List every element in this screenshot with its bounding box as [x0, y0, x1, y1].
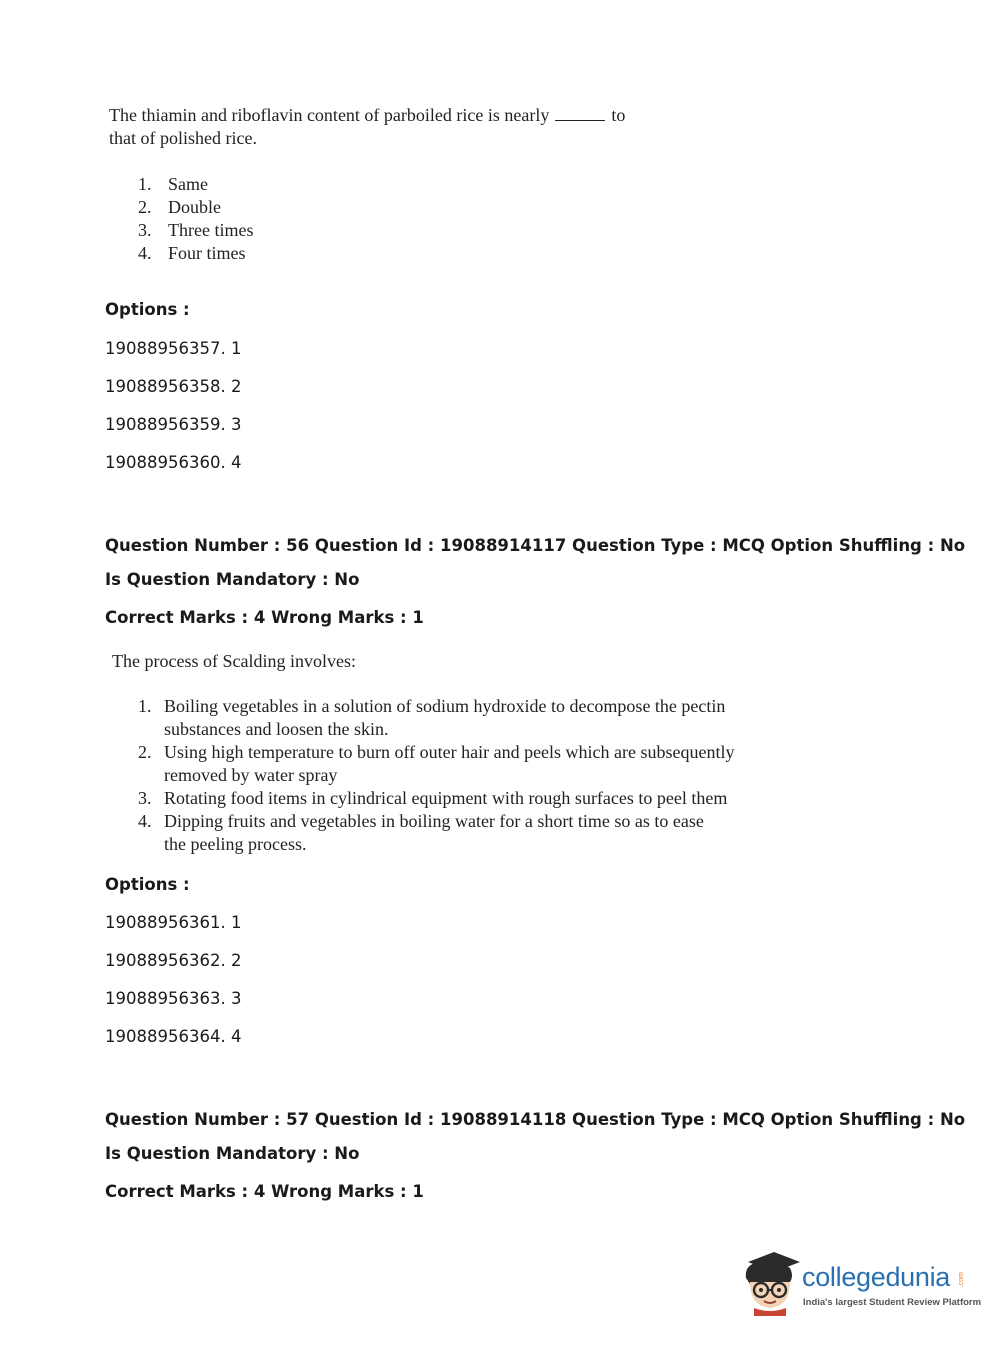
q56-choice: 3. Rotating food items in cylindrical equipment with rough surfaces to peel them: [138, 788, 728, 808]
q56-options-label: Options :: [105, 875, 190, 894]
q56-option: 19088956361. 1: [105, 913, 242, 932]
q55-option: 19088956360. 4: [105, 453, 242, 472]
q56-meta-line1: Question Number : 56 Question Id : 19088914117 Question Type : MCQ Option Shuffling : No: [105, 536, 966, 555]
q57-meta-line1: Question Number : 57 Question Id : 19088914118 Question Type : MCQ Option Shuffling : No: [105, 1110, 966, 1129]
brand-dotcom: .com: [958, 1272, 965, 1288]
q57-meta-line3: Correct Marks : 4 Wrong Marks : 1: [105, 1182, 424, 1201]
q57-meta-line2: Is Question Mandatory : No: [105, 1144, 360, 1163]
collegedunia-logo: [740, 1248, 980, 1320]
brand-name: collegedunia: [802, 1262, 951, 1292]
q56-choice: 4. Dipping fruits and vegetables in boiling water for a short time so as to ease the peeling process.: [138, 811, 704, 854]
q55-choice: 1. Same: [138, 174, 208, 194]
q56-choice: 2. Using high temperature to burn off outer hair and peels which are subsequently removed by water spray: [138, 742, 735, 785]
q56-meta-line2: Is Question Mandatory : No: [105, 570, 360, 589]
q56-choices: [138, 695, 758, 856]
q56-option: 19088956363. 3: [105, 989, 242, 1008]
q55-options-label: Options :: [105, 300, 190, 319]
q55-option: 19088956358. 2: [105, 377, 242, 396]
q55-blank: [555, 120, 605, 121]
q55-option: 19088956357. 1: [105, 339, 242, 358]
q55-option: 19088956359. 3: [105, 415, 242, 434]
q56-option: 19088956364. 4: [105, 1027, 242, 1046]
q55-stem: The thiamin and riboflavin content of parboiled rice is nearly to that of polished rice.: [109, 105, 626, 148]
q56-meta-line3: Correct Marks : 4 Wrong Marks : 1: [105, 608, 424, 627]
q55-choice: 2. Double: [138, 197, 221, 217]
q56-option: 19088956362. 2: [105, 951, 242, 970]
brand-tagline: India's largest Student Review Platform: [803, 1297, 982, 1308]
q56-choice: 1. Boiling vegetables in a solution of sodium hydroxide to decompose the pectin substances and loosen the skin.: [138, 696, 726, 739]
q55-choices: [138, 173, 253, 265]
q55-choice: 4. Four times: [138, 243, 246, 263]
q56-stem: The process of Scalding involves:: [112, 651, 356, 671]
q55-choice: 3. Three times: [138, 220, 254, 240]
mascot-icon: [740, 1248, 802, 1320]
